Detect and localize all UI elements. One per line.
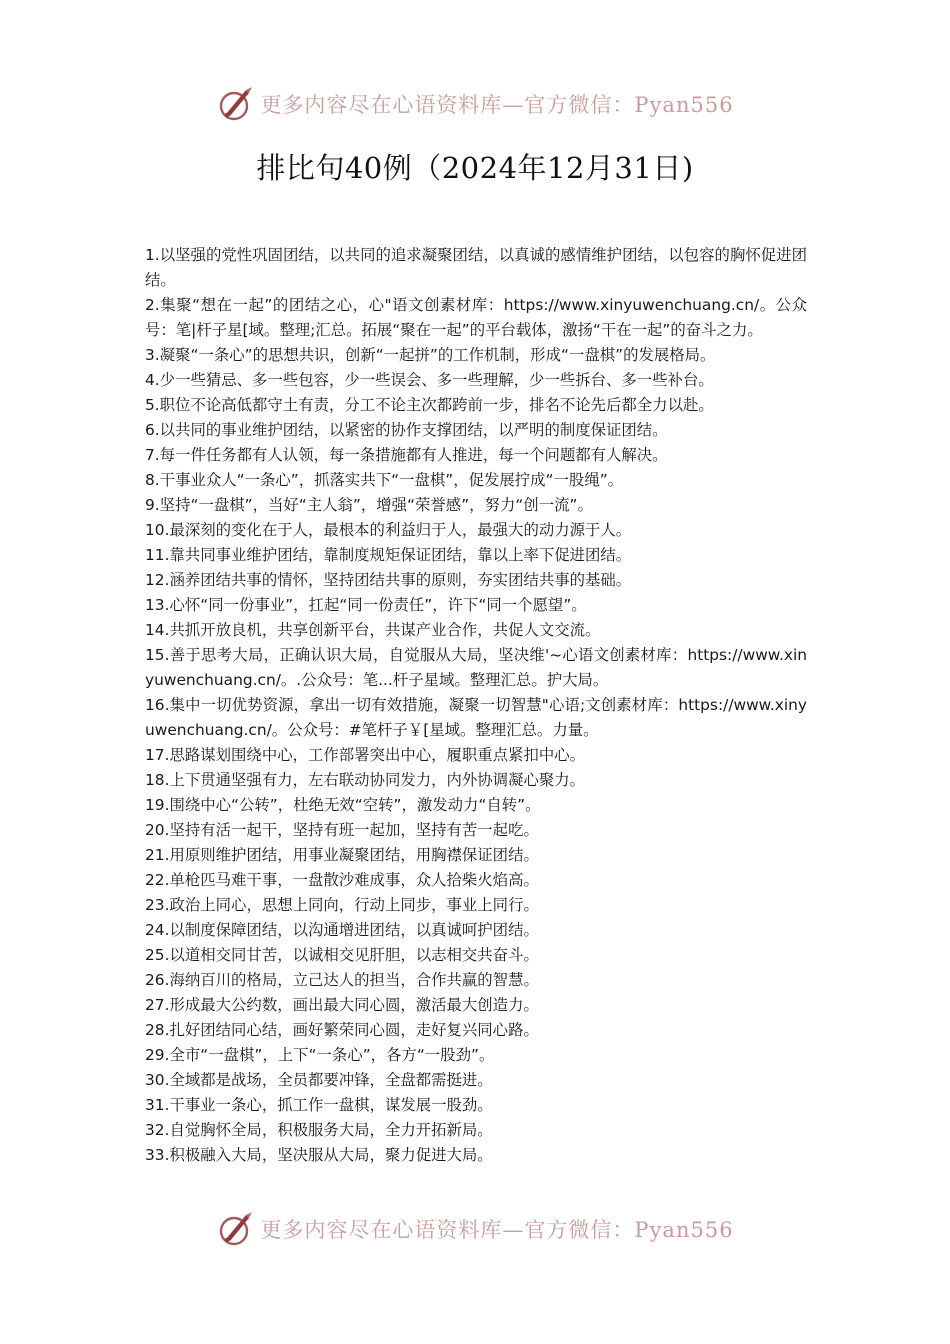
list-item: 13.心怀“同一份事业”，扛起“同一份责任”，许下“同一个愿望”。 <box>145 596 587 614</box>
list-item: 15.善于思考大局，正确认识大局，自觉服从大局，坚决维'~心语文创素材库：https://www.xinyuwenchuang.cn/。.公众号：笔...杆子星域。整理汇总。护大局。 <box>145 646 807 689</box>
list-item: 28.扎好团结同心结，画好繁荣同心圆，走好复兴同心路。 <box>145 1021 539 1039</box>
header-watermark-banner <box>0 82 950 126</box>
list-item: 29.全市“一盘棋”，上下“一条心”，各方“一股劲”。 <box>145 1046 495 1064</box>
list-item: 3.凝聚“一条心”的思想共识，创新“一起拼”的工作机制，形成“一盘棋”的发展格局。 <box>145 346 716 364</box>
list-item: 24.以制度保障团结，以沟通增进团结，以真诚呵护团结。 <box>145 921 539 939</box>
quill-pen-circle-icon <box>216 84 256 124</box>
list-item: 10.最深刻的变化在于人，最根本的利益归于人，最强大的动力源于人。 <box>145 521 632 539</box>
list-item: 22.单枪匹马难干事，一盘散沙难成事，众人拾柴火焰高。 <box>145 871 539 889</box>
list-item: 32.自觉胸怀全局，积极服务大局，全力开拓新局。 <box>145 1121 493 1139</box>
list-item: 17.思路谋划围绕中心，工作部署突出中心，履职重点紧扣中心。 <box>145 746 586 764</box>
footer-watermark-banner <box>0 1207 950 1251</box>
list-item: 14.共抓开放良机，共享创新平台，共谋产业合作，共促人文交流。 <box>145 621 601 639</box>
list-item: 19.围绕中心“公转”，杜绝无效“空转”，激发动力“自转”。 <box>145 796 541 814</box>
list-item: 6.以共同的事业维护团结，以紧密的协作支撑团结，以严明的制度保证团结。 <box>145 421 668 439</box>
list-item: 4.少一些猜忌、多一些包容，少一些误会、多一些理解，少一些拆台、多一些补台。 <box>145 371 714 389</box>
list-item: 9.坚持“一盘棋”，当好“主人翁”，增强“荣誉感”，努力“创一流”。 <box>145 496 593 514</box>
list-item: 33.积极融入大局，坚决服从大局，聚力促进大局。 <box>145 1146 493 1164</box>
list-item: 16.集中一切优势资源，拿出一切有效措施，凝聚一切智慧"心语;文创素材库：https://www.xinyuwenchuang.cn/。公众号：#笔杆子￥[星域。整理汇总。力量。 <box>145 696 807 739</box>
list-item: 21.用原则维护团结，用事业凝聚团结，用胸襟保证团结。 <box>145 846 539 864</box>
list-item: 18.上下贯通坚强有力，左右联动协同发力，内外协调凝心聚力。 <box>145 771 586 789</box>
sentence-list <box>145 243 807 1168</box>
quill-pen-circle-icon <box>216 1209 256 1249</box>
list-item: 30.全域都是战场，全员都要冲锋，全盘都需挺进。 <box>145 1071 493 1089</box>
list-item: 11.靠共同事业维护团结，靠制度规矩保证团结，靠以上率下促进团结。 <box>145 546 632 564</box>
list-item: 7.每一件任务都有人认领，每一条措施都有人推进，每一个问题都有人解决。 <box>145 446 668 464</box>
list-item: 25.以道相交同甘苦，以诚相交见肝胆，以志相交共奋斗。 <box>145 946 539 964</box>
list-item: 23.政治上同心，思想上同向，行动上同步，事业上同行。 <box>145 896 539 914</box>
list-item: 12.涵养团结共事的情怀，坚持团结共事的原则，夯实团结共事的基础。 <box>145 571 632 589</box>
list-item: 31.干事业一条心，抓工作一盘棋，谋发展一股劲。 <box>145 1096 493 1114</box>
footer-watermark-text: 更多内容尽在心语资料库—官方微信：Pyan556 <box>260 1218 734 1242</box>
header-watermark-text: 更多内容尽在心语资料库—官方微信：Pyan556 <box>260 93 734 117</box>
list-item: 27.形成最大公约数，画出最大同心圆，激活最大创造力。 <box>145 996 539 1014</box>
list-item: 5.职位不论高低都守土有责，分工不论主次都跨前一步，排名不论先后都全力以赴。 <box>145 396 714 414</box>
list-item: 2.集聚“想在一起”的团结之心，心"语文创素材库：https://www.xinyuwenchuang.cn/。公众号：笔|杆子星[域。整理;汇总。拓展“聚在一起”的平台载体，激扬“干在一起”的奋斗之力。 <box>145 296 807 339</box>
list-item: 8.干事业众人“一条心”，抓落实共下“一盘棋”，促发展拧成“一股绳”。 <box>145 471 624 489</box>
document-title: 排比句40例（2024年12月31日) <box>256 151 694 185</box>
list-item: 26.海纳百川的格局，立己达人的担当，合作共赢的智慧。 <box>145 971 539 989</box>
list-item: 20.坚持有活一起干，坚持有班一起加，坚持有苦一起吃。 <box>145 821 539 839</box>
list-item: 1.以坚强的党性巩固团结，以共同的追求凝聚团结，以真诚的感情维护团结，以包容的胸怀促进团结。 <box>145 246 807 289</box>
